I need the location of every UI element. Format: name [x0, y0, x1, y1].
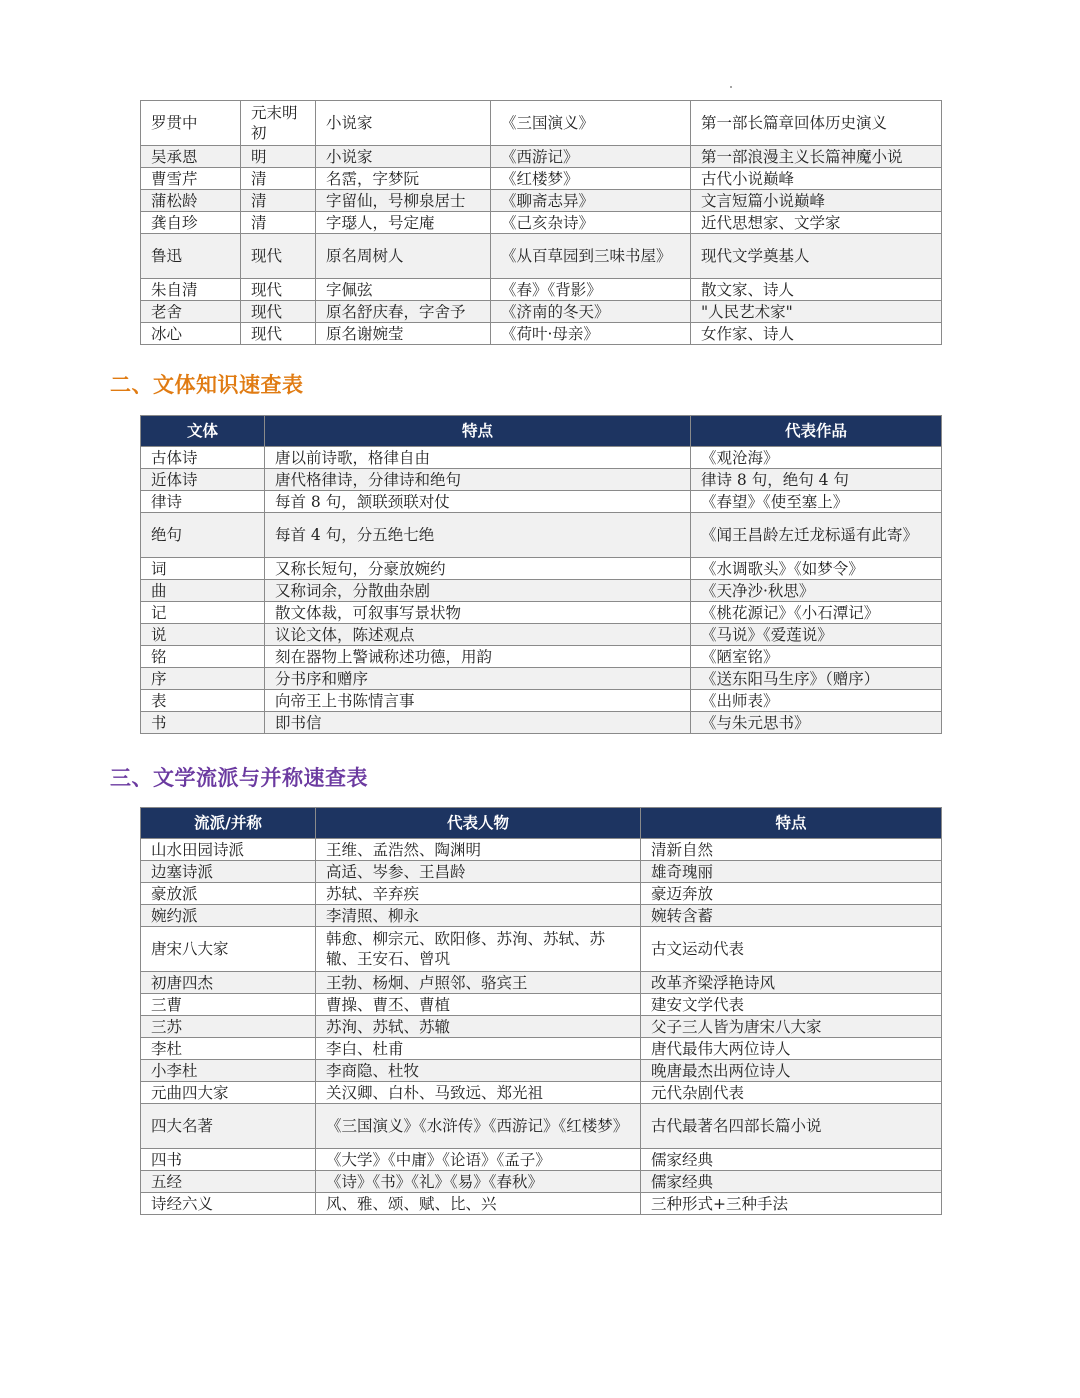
section3-cell: 古文运动代表	[641, 927, 942, 972]
authors-cell: 《己亥杂诗》	[491, 212, 691, 234]
authors-cell: 《荷叶·母亲》	[491, 323, 691, 345]
authors-row	[141, 212, 942, 234]
authors-cell: 小说家	[316, 146, 491, 168]
section3-row	[141, 1082, 942, 1104]
section2-row	[141, 580, 942, 602]
section2-row	[141, 646, 942, 668]
section3-cell: 初唐四杰	[141, 972, 316, 994]
authors-cell: 现代	[241, 279, 316, 301]
section3-cell: 古代最著名四部长篇小说	[641, 1104, 942, 1149]
authors-table	[140, 100, 942, 345]
section3-cell: 改革齐梁浮艳诗风	[641, 972, 942, 994]
section2-cell: 分书序和赠序	[265, 668, 691, 690]
section3-cell: 婉转含蓄	[641, 905, 942, 927]
authors-cell: 字留仙，号柳泉居士	[316, 190, 491, 212]
section3-cell: 高适、岑参、王昌龄	[316, 861, 641, 883]
section3-cell: 李清照、柳永	[316, 905, 641, 927]
section3-row	[141, 861, 942, 883]
section3-cell: 三苏	[141, 1016, 316, 1038]
authors-cell: 字璱人，号定庵	[316, 212, 491, 234]
section3-cell: 《诗》《书》《礼》《易》《春秋》	[316, 1171, 641, 1193]
school-table	[140, 807, 942, 1215]
authors-cell: 《济南的冬天》	[491, 301, 691, 323]
section2-cell: 议论文体，陈述观点	[265, 624, 691, 646]
section2-row	[141, 602, 942, 624]
authors-cell: 文言短篇小说巅峰	[691, 190, 942, 212]
section2-cell: 《闻王昌龄左迁龙标遥有此寄》	[691, 513, 942, 558]
section3-cell: 儒家经典	[641, 1149, 942, 1171]
section3-cell: 风、雅、颂、赋、比、兴	[316, 1193, 641, 1215]
section2-row	[141, 513, 942, 558]
section2-cell: 每首 8 句，颔联颈联对仗	[265, 491, 691, 513]
section3-cell: 唐代最伟大两位诗人	[641, 1038, 942, 1060]
genre-table-body	[141, 447, 942, 734]
section2-cell: 每首 4 句，分五绝七绝	[265, 513, 691, 558]
section3-row	[141, 1016, 942, 1038]
section2-cell: 词	[141, 558, 265, 580]
section3-row	[141, 1104, 942, 1149]
section3-cell: 父子三人皆为唐宋八大家	[641, 1016, 942, 1038]
section3-cell: 山水田园诗派	[141, 839, 316, 861]
authors-row	[141, 234, 942, 279]
section3-cell: 关汉卿、白朴、马致远、郑光祖	[316, 1082, 641, 1104]
section3-cell: 曹操、曹丕、曹植	[316, 994, 641, 1016]
authors-cell: 冰心	[141, 323, 241, 345]
authors-cell: 朱自清	[141, 279, 241, 301]
section2-cell: 唐以前诗歌，格律自由	[265, 447, 691, 469]
authors-row	[141, 101, 942, 146]
authors-cell: 第一部浪漫主义长篇神魔小说	[691, 146, 942, 168]
section2-cell: 《陋室铭》	[691, 646, 942, 668]
section2-cell: 《送东阳马生序》（赠序）	[691, 668, 942, 690]
section3-cell: 元代杂剧代表	[641, 1082, 942, 1104]
section2-cell: 说	[141, 624, 265, 646]
section2-cell: 《出师表》	[691, 690, 942, 712]
section2-cell: 铭	[141, 646, 265, 668]
authors-cell: 小说家	[316, 101, 491, 146]
section2-row	[141, 690, 942, 712]
section3-cell: 唐宋八大家	[141, 927, 316, 972]
school-table-header	[141, 808, 942, 839]
section2-cell: 唐代格律诗，分律诗和绝句	[265, 469, 691, 491]
genre-table-header	[141, 416, 942, 447]
section2-cell: 刻在器物上警诫称述功德，用韵	[265, 646, 691, 668]
school-header-feature: 特点	[641, 808, 942, 839]
section3-cell: 小李杜	[141, 1060, 316, 1082]
authors-cell: 《春》《背影》	[491, 279, 691, 301]
section3-cell: 雄奇瑰丽	[641, 861, 942, 883]
section3-row	[141, 994, 942, 1016]
section3-cell: 诗经六义	[141, 1193, 316, 1215]
section2-cell: 近体诗	[141, 469, 265, 491]
authors-row	[141, 190, 942, 212]
authors-cell: 鲁迅	[141, 234, 241, 279]
section3-cell: 苏洵、苏轼、苏辙	[316, 1016, 641, 1038]
section2-cell: 《马说》《爱莲说》	[691, 624, 942, 646]
authors-row	[141, 279, 942, 301]
authors-cell: 现代	[241, 323, 316, 345]
authors-cell: 原名周树人	[316, 234, 491, 279]
authors-cell: 现代	[241, 234, 316, 279]
section3-cell: 李杜	[141, 1038, 316, 1060]
section3-cell: 儒家经典	[641, 1171, 942, 1193]
section3-cell: 豪放派	[141, 883, 316, 905]
section3-cell: 清新自然	[641, 839, 942, 861]
section2-cell: 《天净沙·秋思》	[691, 580, 942, 602]
section2-cell: 律诗	[141, 491, 265, 513]
section2-cell: 律诗 8 句，绝句 4 句	[691, 469, 942, 491]
authors-cell: 明	[241, 146, 316, 168]
section2-cell: 向帝王上书陈情言事	[265, 690, 691, 712]
section3-cell: 李商隐、杜牧	[316, 1060, 641, 1082]
section3-row	[141, 1149, 942, 1171]
section3-cell: 四大名著	[141, 1104, 316, 1149]
section2-cell: 古体诗	[141, 447, 265, 469]
section3-cell: 四书	[141, 1149, 316, 1171]
authors-cell: 吴承恩	[141, 146, 241, 168]
authors-cell: 字佩弦	[316, 279, 491, 301]
section3-cell: 五经	[141, 1171, 316, 1193]
section3-row	[141, 927, 942, 972]
section2-title: 二、文体知识速查表	[110, 373, 304, 397]
authors-cell: 现代	[241, 301, 316, 323]
section3-cell: 婉约派	[141, 905, 316, 927]
authors-cell: 清	[241, 168, 316, 190]
genre-header-feature: 特点	[265, 416, 691, 447]
authors-cell: 元末明初	[241, 101, 316, 146]
authors-cell: 原名舒庆春，字舍予	[316, 301, 491, 323]
section3-cell: 元曲四大家	[141, 1082, 316, 1104]
authors-cell: 罗贯中	[141, 101, 241, 146]
section2-cell: 《水调歌头》《如梦令》	[691, 558, 942, 580]
authors-cell: 《聊斋志异》	[491, 190, 691, 212]
section2-cell: 书	[141, 712, 265, 734]
section3-cell: 苏轼、辛弃疾	[316, 883, 641, 905]
section2-row	[141, 558, 942, 580]
section2-row	[141, 668, 942, 690]
section3-row	[141, 1060, 942, 1082]
authors-cell: 老舍	[141, 301, 241, 323]
authors-row	[141, 323, 942, 345]
section2-row	[141, 624, 942, 646]
section2-cell: 又称长短句，分豪放婉约	[265, 558, 691, 580]
authors-cell: 近代思想家、文学家	[691, 212, 942, 234]
authors-cell: 龚自珍	[141, 212, 241, 234]
school-header-name: 流派/并称	[141, 808, 316, 839]
section2-row	[141, 712, 942, 734]
authors-cell: 蒲松龄	[141, 190, 241, 212]
section2-row	[141, 491, 942, 513]
section2-cell: 记	[141, 602, 265, 624]
authors-cell: 名霑，字梦阮	[316, 168, 491, 190]
authors-cell: 曹雪芹	[141, 168, 241, 190]
genre-header-works: 代表作品	[691, 416, 942, 447]
section3-row	[141, 972, 942, 994]
section3-cell: 三种形式+三种手法	[641, 1193, 942, 1215]
genre-header-genre: 文体	[141, 416, 265, 447]
school-table-body	[141, 839, 942, 1215]
section3-row	[141, 883, 942, 905]
section3-row	[141, 905, 942, 927]
authors-cell: 原名谢婉莹	[316, 323, 491, 345]
section3-cell: 王勃、杨炯、卢照邻、骆宾王	[316, 972, 641, 994]
section3-cell: 王维、孟浩然、陶渊明	[316, 839, 641, 861]
section2-row	[141, 469, 942, 491]
section2-cell: 绝句	[141, 513, 265, 558]
authors-row	[141, 168, 942, 190]
section2-cell: 散文体裁，可叙事写景状物	[265, 602, 691, 624]
authors-cell: 《三国演义》	[491, 101, 691, 146]
authors-row	[141, 146, 942, 168]
authors-cell: 第一部长篇章回体历史演义	[691, 101, 942, 146]
section3-row	[141, 1193, 942, 1215]
school-header-people: 代表人物	[316, 808, 641, 839]
section3-cell: 韩愈、柳宗元、欧阳修、苏洵、苏轼、苏辙、王安石、曾巩	[316, 927, 641, 972]
section3-cell: 豪迈奔放	[641, 883, 942, 905]
section3-cell: 《大学》《中庸》《论语》《孟子》	[316, 1149, 641, 1171]
authors-table-body	[141, 101, 942, 345]
section2-cell: 《与朱元思书》	[691, 712, 942, 734]
section3-cell: 晚唐最杰出两位诗人	[641, 1060, 942, 1082]
section3-cell: 李白、杜甫	[316, 1038, 641, 1060]
section2-cell: 《观沧海》	[691, 447, 942, 469]
authors-cell: 现代文学奠基人	[691, 234, 942, 279]
section2-cell: 即书信	[265, 712, 691, 734]
authors-row	[141, 301, 942, 323]
section3-row	[141, 839, 942, 861]
section3-cell: 边塞诗派	[141, 861, 316, 883]
authors-cell: 女作家、诗人	[691, 323, 942, 345]
page-mark	[730, 86, 732, 88]
section2-cell: 序	[141, 668, 265, 690]
section3-cell: 《三国演义》《水浒传》《西游记》《红楼梦》	[316, 1104, 641, 1149]
authors-cell: 清	[241, 212, 316, 234]
authors-cell: "人民艺术家"	[691, 301, 942, 323]
section3-row	[141, 1171, 942, 1193]
section2-cell: 《春望》《使至塞上》	[691, 491, 942, 513]
authors-cell: 散文家、诗人	[691, 279, 942, 301]
section3-cell: 建安文学代表	[641, 994, 942, 1016]
genre-table	[140, 415, 942, 734]
authors-cell: 清	[241, 190, 316, 212]
section2-cell: 表	[141, 690, 265, 712]
section2-row	[141, 447, 942, 469]
section2-cell: 曲	[141, 580, 265, 602]
section3-cell: 三曹	[141, 994, 316, 1016]
section2-cell: 又称词余，分散曲杂剧	[265, 580, 691, 602]
authors-cell: 《从百草园到三味书屋》	[491, 234, 691, 279]
authors-cell: 《西游记》	[491, 146, 691, 168]
section2-cell: 《桃花源记》《小石潭记》	[691, 602, 942, 624]
authors-cell: 古代小说巅峰	[691, 168, 942, 190]
authors-cell: 《红楼梦》	[491, 168, 691, 190]
section3-row	[141, 1038, 942, 1060]
section3-title: 三、文学流派与并称速查表	[110, 766, 368, 790]
